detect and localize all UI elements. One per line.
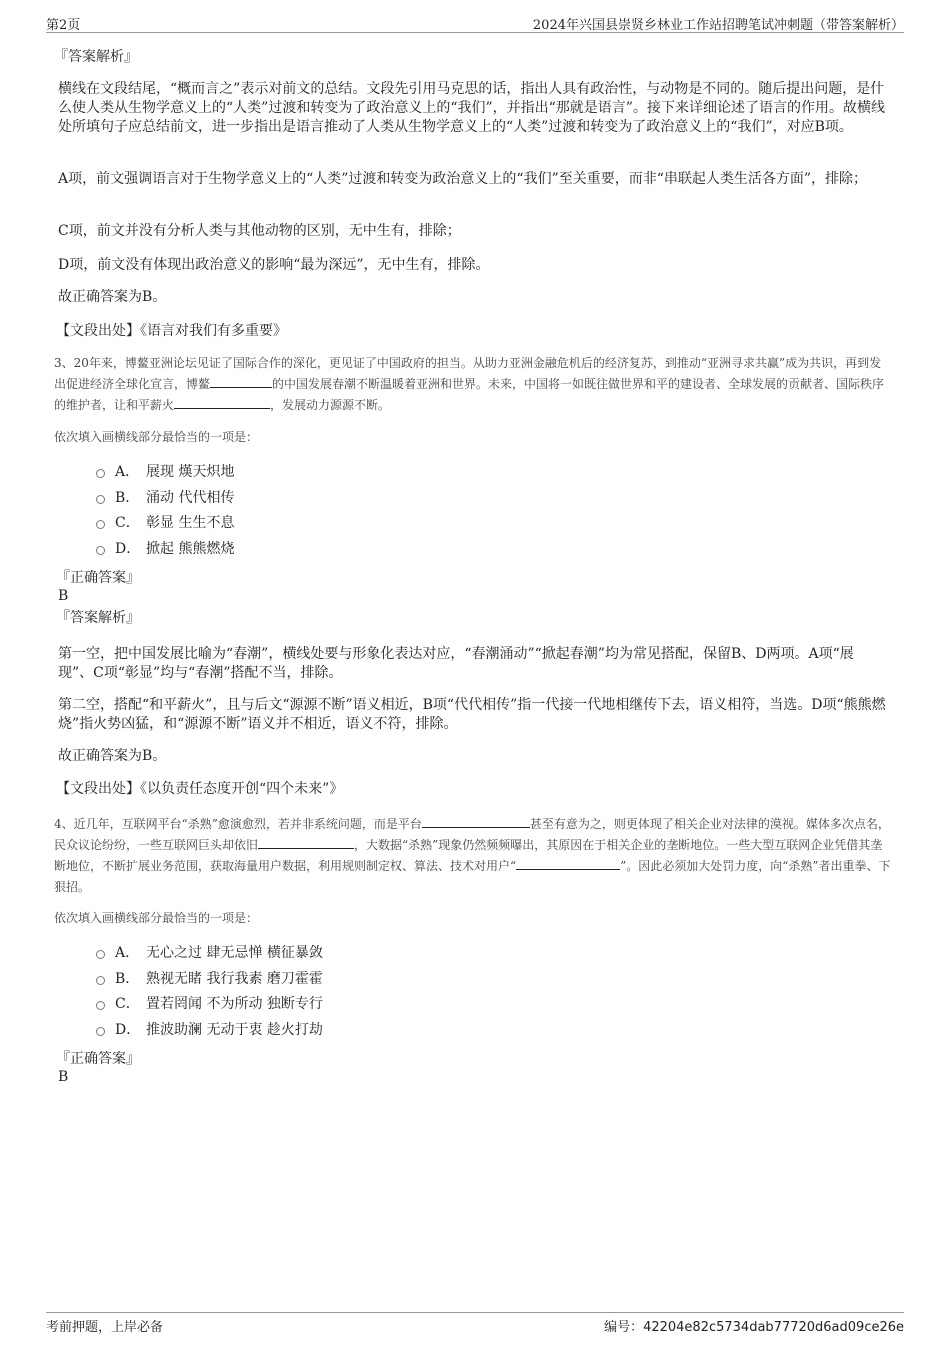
radio-button[interactable] [96,546,105,555]
page-header [46,14,904,33]
page-number: 第2页 [46,18,81,33]
correct-answer: B [58,1069,69,1085]
radio-button[interactable] [96,469,105,478]
correct-answer: B [58,588,69,604]
radio-button[interactable] [96,520,105,529]
page-footer [46,1312,904,1335]
analysis-paragraph: C项，前文并没有分析人类与其他动物的区别，无中生有，排除； [58,223,461,239]
footer-slogan: 考前押题，上岸必备 [46,1320,164,1335]
conclusion: 故正确答案为B。 [58,289,167,305]
radio-button[interactable] [96,495,105,504]
option-a[interactable]: A． 展现 熯天炽地 [58,463,458,489]
radio-button[interactable] [96,950,105,959]
source-citation: 【文段出处】《语言对我们有多重要》 [56,323,287,339]
option-b[interactable]: B． 熟视无睹 我行我素 磨刀霍霍 [58,970,558,996]
question-prompt: 依次填入画横线部分最恰当的一项是： [54,911,259,925]
fill-blank [210,375,272,388]
analysis-paragraph: 横线在文段结尾，“概而言之”表示对前文的总结。文段先引用马克思的话，指出人具有政治性，与动物是不同的。随后提出问题，是什么使人类从生物学意义上的“人类”过渡和转变为了政治意义上的“我们”，并指出“那就是语言”。接下来详细论述了语言的作用。故横线处所填句子应总结前文，进一步指出是语言推动了人类从生物学意义上的“人类”过渡和转变为了政治意义上的“我们”，对应B项。 [58,81,885,135]
question-stem: 4、近几年，互联网平台“杀熟”愈演愈烈，若并非系统问题，而是平台 甚至有意为之，则更体现了相关企业对法律的漠视。媒体多次点名，民众议论纷纷，一些互联网巨头却依旧 ，大数据“杀熟”现象仍然频频曝出，其原因在于相关企业的垄断地位。一些大型互联网企业凭借其垄断地位，不断扩展业务范围，获取海量用户数据，利用规则制定权、算法、技术对用户“ ”。因此必须加大处罚力度，向“杀熟”者出重拳、下狠招。 [54,817,891,894]
document-title: 2024年兴国县崇贤乡林业工作站招聘笔试冲刺题（带答案解析） [532,18,904,33]
option-c[interactable]: C． 彰显 生生不息 [58,514,458,540]
document-code: 编号：42204e82c5734dab77720d6ad09ce26e [604,1320,904,1335]
option-c[interactable]: C． 置若罔闻 不为所动 独断专行 [58,995,558,1021]
radio-button[interactable] [96,1001,105,1010]
conclusion: 故正确答案为B。 [58,748,167,764]
fill-blank [174,396,270,409]
fill-blank [422,815,530,828]
fill-blank [258,836,354,849]
analysis-label: 『答案解析』 [56,610,140,626]
question-stem: 3、20年来，博鳌亚洲论坛见证了国际合作的深化，更见证了中国政府的担当。从助力亚洲金融危机后的经济复苏，到推动“亚洲寻求共赢”成为共识，再到发出促进经济全球化宣言，博鳌 的中国发展春潮不断温暖着亚洲和世界。未来，中国将一如既往做世界和平的建设者、全球发展的贡献者、国际秩序的维护者，让和平薪火 ，发展动力源源不断。 [54,356,885,412]
question-prompt: 依次填入画横线部分最恰当的一项是： [54,430,259,444]
option-d[interactable]: D． 推波助澜 无动于衷 趁火打劫 [58,1021,558,1047]
analysis-paragraph: 第二空，搭配“和平薪火”，且与后文“源源不断”语义相近，B项“代代相传”指一代接一代地相继传下去，语义相符，当选。D项“熊熊燃烧”指火势凶猛，和“源源不断”语义并不相近，语义不符，排除。 [58,697,886,732]
option-b[interactable]: B． 涌动 代代相传 [58,489,458,515]
fill-blank [516,857,620,870]
source-citation: 【文段出处】《以负责任态度开创“四个未来”》 [56,781,344,797]
option-list [58,463,458,565]
radio-button[interactable] [96,1027,105,1036]
analysis-paragraph: A项，前文强调语言对于生物学意义上的“人类”过渡和转变为政治意义上的“我们”至关重要，而非“串联起人类生活各方面”，排除； [58,171,868,187]
analysis-paragraph: 第一空，把中国发展比喻为“春潮”，横线处要与形象化表达对应，“春潮涌动”“掀起春潮”均为常见搭配，保留B、D两项。A项“展现”、C项“彰显”均与“春潮”搭配不当，排除。 [58,646,854,681]
analysis-paragraph: D项，前文没有体现出政治意义的影响“最为深远”，无中生有，排除。 [58,257,490,273]
option-list [58,944,558,1046]
radio-button[interactable] [96,976,105,985]
option-a[interactable]: A． 无心之过 肆无忌惮 横征暴敛 [58,944,558,970]
correct-answer-label: 『正确答案』 [56,1051,140,1067]
correct-answer-label: 『正确答案』 [56,570,140,586]
option-d[interactable]: D． 掀起 熊熊燃烧 [58,540,458,566]
analysis-label: 『答案解析』 [54,49,138,65]
